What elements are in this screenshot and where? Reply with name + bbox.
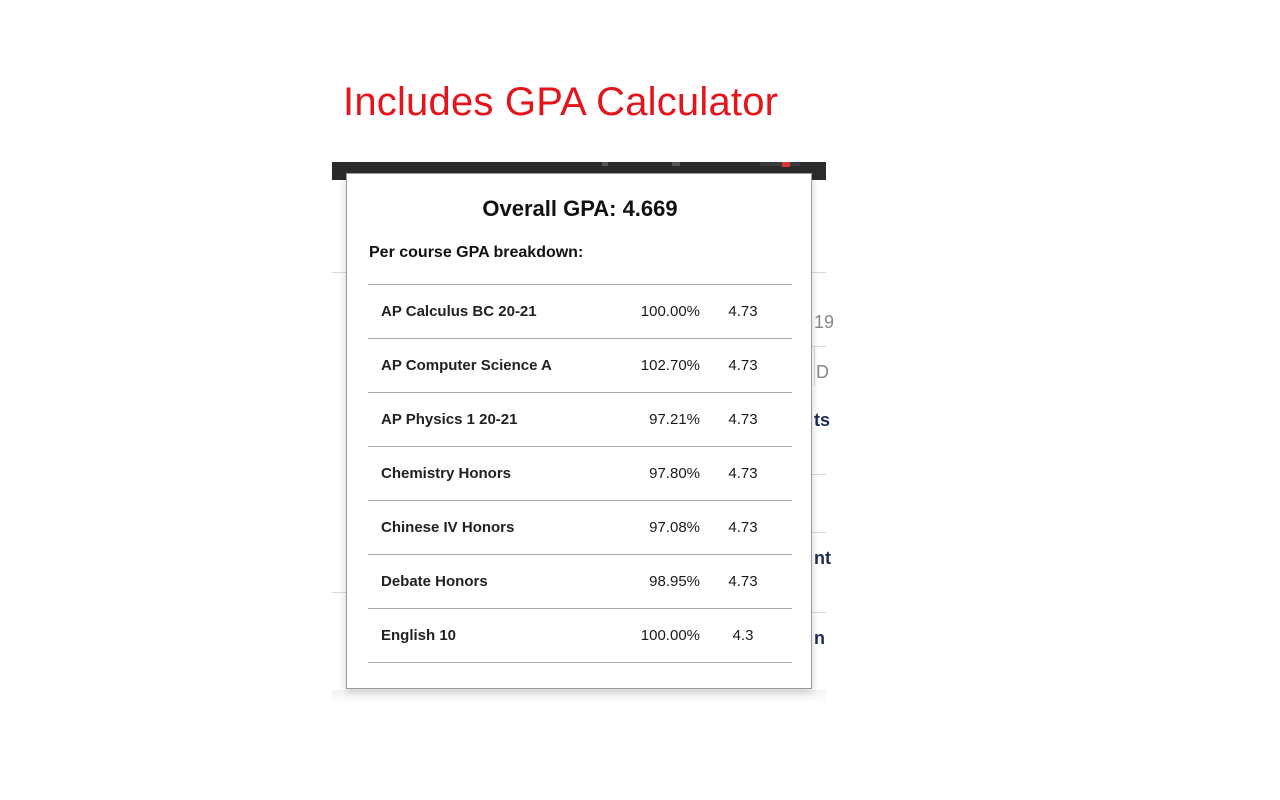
divider: [332, 592, 346, 593]
course-table: [368, 284, 792, 663]
toolbar-mark: [672, 162, 680, 166]
course-gpa: 4.73: [728, 573, 758, 590]
divider: [812, 474, 826, 475]
divider: [812, 272, 826, 273]
course-row: [368, 339, 792, 393]
course-row: [368, 285, 792, 339]
gpa-popup: [346, 173, 812, 689]
course-percent: 97.80%: [649, 465, 700, 482]
course-gpa: 4.73: [728, 303, 758, 320]
breakdown-heading: Per course GPA breakdown:: [369, 244, 584, 261]
course-name: English 10: [381, 627, 457, 644]
course-row: [368, 609, 792, 663]
divider: [332, 272, 346, 273]
course-gpa: 4.73: [728, 465, 758, 482]
course-row: [368, 447, 792, 501]
course-percent: 97.08%: [649, 519, 700, 536]
course-name: AP Calculus BC 20-21: [381, 303, 537, 320]
divider: [814, 346, 815, 386]
course-gpa: 4.73: [728, 519, 758, 536]
course-row: [368, 501, 792, 555]
course-percent: 97.21%: [649, 411, 700, 428]
course-percent: 98.95%: [649, 573, 700, 590]
background-link[interactable]: nt: [814, 548, 831, 568]
course-gpa: 4.73: [728, 357, 758, 374]
toolbar-mark: [760, 162, 800, 166]
background-text: 19: [814, 312, 835, 332]
divider: [812, 612, 826, 613]
background-link[interactable]: ts: [814, 410, 831, 430]
course-name: AP Physics 1 20-21: [381, 411, 518, 428]
course-name: Chemistry Honors: [381, 465, 512, 482]
background-text: D: [816, 362, 829, 382]
toolbar-mark: [602, 162, 608, 166]
background-link[interactable]: n: [814, 628, 825, 648]
course-percent: 100.00%: [640, 303, 700, 320]
course-name: AP Computer Science A: [381, 357, 552, 374]
course-percent: 100.00%: [640, 627, 700, 644]
overall-gpa: Overall GPA: 4.669: [482, 196, 678, 221]
divider: [812, 532, 826, 533]
course-gpa: 4.73: [728, 411, 758, 428]
promo-headline: Includes GPA Calculator: [343, 80, 779, 124]
course-name: Debate Honors: [381, 573, 488, 590]
course-percent: 102.70%: [640, 357, 700, 374]
page-shadow: [332, 690, 826, 704]
course-row: [368, 393, 792, 447]
course-gpa: 4.3: [732, 627, 754, 644]
course-name: Chinese IV Honors: [381, 519, 515, 536]
extension-icon[interactable]: [782, 162, 790, 167]
course-row: [368, 555, 792, 609]
